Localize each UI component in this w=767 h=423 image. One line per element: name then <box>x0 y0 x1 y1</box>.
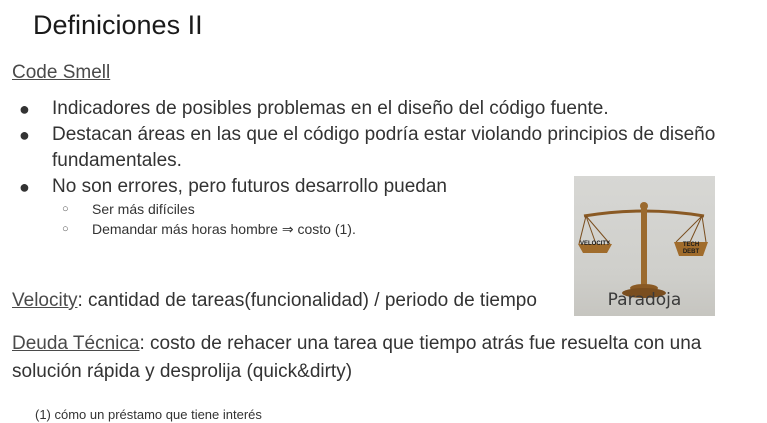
tech-pan-label: TECH <box>682 242 700 248</box>
code-smell-heading: Code Smell <box>12 62 111 83</box>
velocity-term: Velocity <box>12 290 78 311</box>
deuda-tecnica-definition <box>12 330 757 386</box>
list-item <box>14 96 754 122</box>
list-item <box>62 199 356 219</box>
bullet-text: Destacan áreas en las que el código podría estar violando principios de diseño fundamentales. <box>52 124 716 171</box>
sub-bullet-list <box>62 199 356 239</box>
sub-bullet-text: Ser más difíciles <box>92 201 195 217</box>
bullet-icon: ● <box>19 125 30 145</box>
bullet-text: No son errores, pero futuros desarrollo puedan <box>52 176 448 197</box>
bullet-icon: ● <box>19 177 30 197</box>
sub-bullet-text: Demandar más horas hombre ⇒ costo (1). <box>92 221 356 237</box>
deuda-tecnica-term: Deuda Técnica <box>12 333 140 354</box>
list-item <box>62 219 356 239</box>
debt-pan-label: DEBT <box>682 249 700 255</box>
footnote: (1) cómo un préstamo que tiene interés <box>35 407 262 422</box>
circle-bullet-icon: ○ <box>62 203 69 215</box>
bullet-icon: ● <box>19 99 30 119</box>
list-item <box>14 122 754 174</box>
paradox-scale-image <box>574 176 715 316</box>
bullet-text: Indicadores de posibles problemas en el diseño del código fuente. <box>52 98 609 119</box>
velocity-pan-label: VELOCITY <box>579 241 611 247</box>
deuda-tecnica-text: : costo de rehacer una tarea que tiempo atrás fue resuelta con una solución rápida y desprolija (quick&dirty) <box>12 333 702 382</box>
circle-bullet-icon: ○ <box>62 223 69 235</box>
velocity-definition <box>12 290 537 312</box>
image-caption: Paradoja <box>607 290 682 310</box>
slide-title: Definiciones II <box>33 10 203 40</box>
velocity-text: : cantidad de tareas(funcionalidad) / periodo de tiempo <box>77 290 537 311</box>
